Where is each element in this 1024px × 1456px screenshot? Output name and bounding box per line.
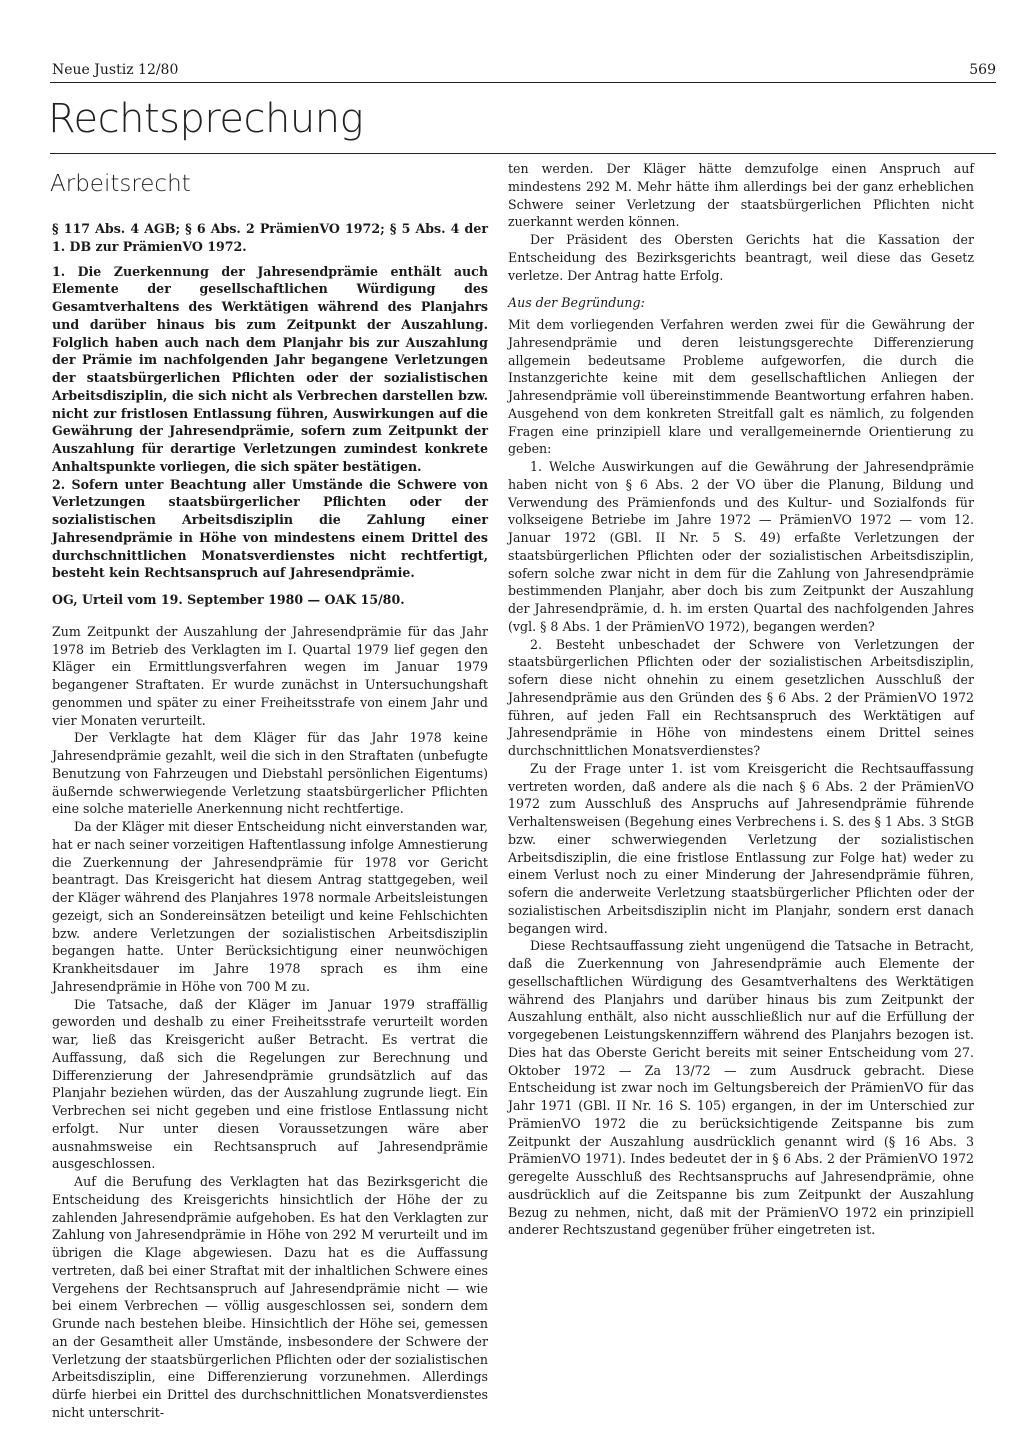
court-reference: OG, Urteil vom 19. September 1980 — OAK 15/80. [52,592,405,607]
paragraph: Mit dem vorliegenden Verfahren werden zwei für die Gewährung der Jahresendprämie und deren leistungsgerechte Differenzierung allgemein bedeutsame Probleme aufgeworfen, die durch die Instanzgerichte keine mit dem gesellschaftlichen Anliegen der Jahresendprämie voll übereinstimmende Beantwortung erfahren haben. Ausgehend von dem konkreten Streitfall galt es nämlich, zu folgenden Fragen eine prinzipiell klare und verallgemeinernde Orientierung zu geben: [508,317,974,457]
journal-issue: Neue Justiz 12/80 [52,62,179,78]
paragraph: Zu der Frage unter 1. ist vom Kreisgericht die Rechtsauffassung vertreten worden, daß andere als die nach § 6 Abs. 2 der PrämienVO 1972 zum Ausschluß des Anspruchs auf Jahresendprämie führende Verhaltensweisen (Begehung eines Verbrechens i. S. des § 1 Abs. 3 StGB bzw. einer schwerwiegenden Verletzung der sozialistischen Arbeitsdisziplin, die eine fristlose Entlassung zur Folge hat) weder zu einem Verlust noch zu einer Minderung der Jahresendprämie führen, sofern die anderweite Verletzung staatsbürgerlicher Pflichten oder der sozialistischen Arbeitsdisziplin nicht im Planjahr, sondern erst danach begangen wird. [508,760,974,936]
page-number: 569 [969,62,996,78]
question-2: 2. Besteht unbeschadet der Schwere von Verletzungen der staatsbürgerlichen Pflichten oder der sozialistischen Arbeitsdisziplin, sofern diese nicht ohnehin zu einem gesetzlichen Ausschluß der Jahresendprämie aus den Gründen des § 6 Abs. 2 der PrämienVO 1972 führen, auf jeden Fall ein Rechtsanspruch des Werktätigen auf Jahresendprämie in Höhe von mindestens einem Drittel seines durchschnittlichen Monatsverdienstes? [508,636,974,758]
paragraph: ten werden. Der Kläger hätte demzufolge einen Anspruch auf mindestens 292 M. Mehr hätte ihm allerdings bei der ganz erheblichen Schwere seiner Verletzung der staatsbürgerlichen Pflichten nicht zuerkannt werden können. [508,161,974,230]
paragraph: Auf die Berufung des Verklagten hat das Bezirksgericht die Entscheidung des Kreisgerichts hinsichtlich der Höhe der zu zahlenden Jahresendprämie aufgehoben. Es hat den Verklagten zur Zahlung von Jahresendprämie in Höhe von 292 M verurteilt und im übrigen die Klage abgewiesen. Dazu hat es die Auffassung vertreten, daß bei einer Straftat mit der inhaltlichen Schwere eines Vergehens der Rechtsanspruch auf Jahresendprämie nicht — wie bei einem Verbrechen — völlig ausgeschlossen sei, sondern dem Grunde nach bestehen bleibe. Hinsichtlich der Höhe sei, gemessen an der Gesamtheit aller Umstände, insbesondere der Schwere der Verletzung der staatsbürgerlichen Pflichten oder der sozialistischen Arbeitsdisziplin, eine Differenzierung vorzunehmen. Allerdings dürfe hierbei ein Drittel des durchschnittlichen Monatsverdienstes nicht unterschrit- [52,1174,488,1420]
headnote-2: 2. Sofern unter Beachtung aller Umstände die Schwere von Verletzungen staatsbürgerlicher Pflichten oder der sozialistischen Arbeitsdisziplin die Zahlung einer Jahresendprämie in Höhe von mindestens einem Drittel des durchschnittlichen Monatsverdienstes nicht rechtfertigt, besteht kein Rechtsanspruch auf Jahresendprämie. [52,476,488,581]
paragraph: Diese Rechtsauffassung zieht ungenügend die Tatsache in Betracht, daß die Zuerkennung von Jahresendprämie auch Elemente der gesellschaftlichen Würdigung des Gesamtverhaltens des Werktätigen während des Planjahrs und darüber hinaus bis zum Zeitpunkt der Auszahlung enthält, also nicht ausschließlich nur auf die Erfüllung der vorgegebenen Leistungskennziffern während des Planjahrs bezogen ist. Dies hat das Oberste Gericht bereits mit seiner Entscheidung vom 27. Oktober 1972 — Za 13/72 — zum Ausdruck gebracht. Diese Entscheidung ist zwar noch im Geltungsbereich der PrämienVO für das Jahr 1971 (GBl. II Nr. 16 S. 105) ergangen, in der im Unterschied zur PrämienVO 1972 die zu berücksichtigende Zeitspanne bis zum Zeitpunkt der Auszahlung ausdrücklich genannt wird (§ 16 Abs. 3 PrämienVO 1971). Indes bedeutet der in § 6 Abs. 2 der PrämienVO 1972 geregelte Ausschluß des Rechtsanspruchs auf Jahresendprämie, ohne ausdrücklich auf die Zeitspanne bis zum Zeitpunkt der Auszahlung Bezug zu nehmen, nicht, daß mit der PrämienVO 1972 ein prinzipiell anderer Rechtszustand gegenüber früher eingetreten ist. [508,938,974,1238]
paragraph: Zum Zeitpunkt der Auszahlung der Jahresendprämie für das Jahr 1978 im Betrieb des Verklagten im I. Quartal 1979 lief gegen den Kläger ein Ermittlungsverfahren wegen im Januar 1979 begangener Straftaten. Er wurde zunächst in Untersuchungshaft genommen und später zu einer Freiheitsstrafe von einem Jahr und vier Monaten verurteilt. [52,623,488,728]
legal-citation: § 117 Abs. 4 AGB; § 6 Abs. 2 PrämienVO 1972; § 5 Abs. 4 der 1. DB zur PrämienVO 1972. [52,221,488,254]
reasoning-heading: Aus der Begründung: [508,295,645,311]
question-1: 1. Welche Auswirkungen auf die Gewährung der Jahresendprämie haben nicht von § 6 Abs. 2 der VO über die Planung, Bildung und Verwendung des Prämienfonds und des Kultur- und Sozialfonds für volkseigene Betriebe im Jahre 1972 — PrämienVO 1972 — vom 12. Januar 1972 (GBl. II Nr. 5 S. 49) erfaßte Verletzungen der staatsbürgerlichen Pflichten oder der sozialistischen Arbeitsdisziplin, sofern solche zwar nicht in dem für die Zahlung von Jahresendprämie bestimmenden Planjahr, aber doch bis zum Zeitpunkt der Auszahlung der Jahresendprämie, d. h. im ersten Quartal des nachfolgenden Jahres (vgl. § 8 Abs. 1 der PrämienVO 1972), begangen werden? [508,459,974,634]
headnote-1: 1. Die Zuerkennung der Jahresendprämie enthält auch Elemente der gesellschaftlichen Würdigung des Gesamtverhaltens des Werktätigen während des Planjahrs und darüber hinaus bis zum Zeitpunkt der Auszahlung. Folglich haben auch nach dem Planjahr bis zur Auszahlung der Prämie im nachfolgenden Jahr begangene Verletzungen der staatsbürgerlichen Pflichten oder der sozialistischen Arbeitsdisziplin, die sich nicht als Verbrechen darstellen bzw. nicht zur fristlosen Entlassung führen, Auswirkungen auf die Gewährung der Jahresendprämie, sofern zum Zeitpunkt der Auszahlung für derartige Verletzungen zumindest konkrete Anhaltspunkte vorliegen, die sich später bestätigen. [52,263,488,474]
section-rule [50,153,996,154]
subsection-title: Arbeitsrecht [50,171,191,197]
left-column [52,220,488,1422]
paragraph: Die Tatsache, daß der Kläger im Januar 1979 straffällig geworden und deshalb zu einer Freiheitsstrafe verurteilt worden war, ließ das Kreisgericht außer Betracht. Es vertrat die Auffassung, daß sich die Regelungen zur Berechnung und Differenzierung der Jahresendprämie grundsätzlich auf das Planjahr beziehen würden, das der Auszahlung zugrunde liegt. Ein Verbrechen sei nicht gegeben und eine fristlose Entlassung nicht erfolgt. Nur unter diesen Voraussetzungen wäre aber ausnahmsweise ein Rechtsanspruch auf Jahresendprämie ausgeschlossen. [52,996,488,1172]
section-title: Rechtsprechung [48,96,364,142]
header-rule [50,82,996,83]
right-column [508,160,974,1239]
paragraph: Da der Kläger mit dieser Entscheidung nicht einverstanden war, hat er nach seiner vorzeitigen Haftentlassung infolge Amnestierung die Zuerkennung der Jahresendprämie für 1978 vor Gericht beantragt. Das Kreisgericht hat diesem Antrag stattgegeben, weil der Kläger während des Planjahres 1978 normale Arbeitsleistungen gezeigt, sich an Sondereinsätzen beteiligt und keine Fehlschichten bzw. andere Verletzungen der sozialistischen Arbeitsdisziplin begangen hatte. Unter Berücksichtigung einer neunwöchigen Krankheitsdauer im Jahre 1978 sprach es ihm eine Jahresendprämie in Höhe von 700 M zu. [52,819,488,994]
paragraph: Der Präsident des Obersten Gerichts hat die Kassation der Entscheidung des Bezirksgerichts beantragt, weil diese das Gesetz verletze. Der Antrag hatte Erfolg. [508,232,974,283]
paragraph: Der Verklagte hat dem Kläger für das Jahr 1978 keine Jahresendprämie gezahlt, weil die sich in den Straftaten (unbefugte Benutzung von Fahrzeugen und Diebstahl persönlichen Eigentums) äußernde schwerwiegende Verletzung staatsbürgerlicher Pflichten eine solche materielle Anerkennung nicht rechtfertige. [52,730,488,817]
